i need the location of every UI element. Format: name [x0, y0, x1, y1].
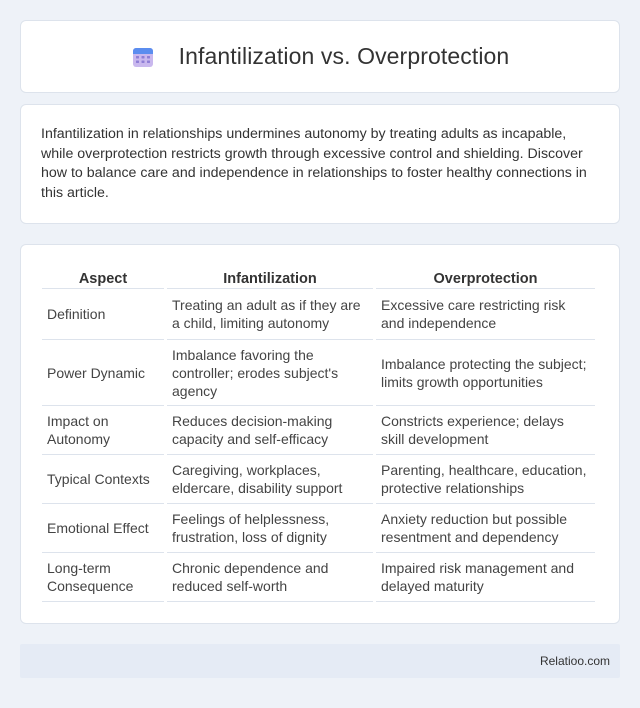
title-card	[20, 20, 620, 93]
row-infantilization: Feelings of helplessness, frustration, loss of dignity	[167, 504, 373, 553]
table-row	[42, 340, 595, 406]
row-aspect: Emotional Effect	[42, 504, 164, 553]
row-aspect: Definition	[42, 289, 164, 340]
row-aspect: Long-term Consequence	[42, 553, 164, 602]
table-header-row	[42, 265, 595, 289]
row-overprotection: Anxiety reduction but possible resentment and dependency	[376, 504, 595, 553]
page-title: Infantilization vs. Overprotection	[178, 43, 510, 69]
table-row	[42, 504, 595, 553]
row-overprotection: Excessive care restricting risk and independence	[376, 289, 595, 340]
header-overprotection: Overprotection	[376, 265, 595, 289]
comparison-card	[20, 244, 620, 624]
row-infantilization: Chronic dependence and reduced self-worth	[167, 553, 373, 602]
row-infantilization: Reduces decision-making capacity and self-efficacy	[167, 406, 373, 455]
footer	[20, 644, 620, 678]
header-infantilization: Infantilization	[167, 265, 373, 289]
table-row	[42, 406, 595, 455]
comparison-table	[39, 265, 598, 602]
intro-paragraph: Infantilization in relationships undermines autonomy by treating adults as incapable, while overprotection restricts growth through excessive control and shielding. Discover how to balance care and independence in relationships to foster healthy connections in this article.	[41, 126, 587, 201]
row-aspect: Impact on Autonomy	[42, 406, 164, 455]
row-aspect: Power Dynamic	[42, 340, 164, 406]
table-row	[42, 553, 595, 602]
row-overprotection: Imbalance protecting the subject; limits growth opportunities	[376, 340, 595, 406]
table-row	[42, 289, 595, 340]
table-row	[42, 455, 595, 504]
row-overprotection: Impaired risk management and delayed maturity	[376, 553, 595, 602]
row-overprotection: Constricts experience; delays skill development	[376, 406, 595, 455]
row-infantilization: Imbalance favoring the controller; erodes subject's agency	[167, 340, 373, 406]
footer-brand: Relatioo.com	[539, 654, 610, 668]
calendar-icon	[131, 45, 155, 69]
row-infantilization: Treating an adult as if they are a child, limiting autonomy	[167, 289, 373, 340]
header-aspect: Aspect	[42, 265, 164, 289]
row-overprotection: Parenting, healthcare, education, protective relationships	[376, 455, 595, 504]
row-aspect: Typical Contexts	[42, 455, 164, 504]
intro-card	[20, 104, 620, 224]
row-infantilization: Caregiving, workplaces, eldercare, disability support	[167, 455, 373, 504]
